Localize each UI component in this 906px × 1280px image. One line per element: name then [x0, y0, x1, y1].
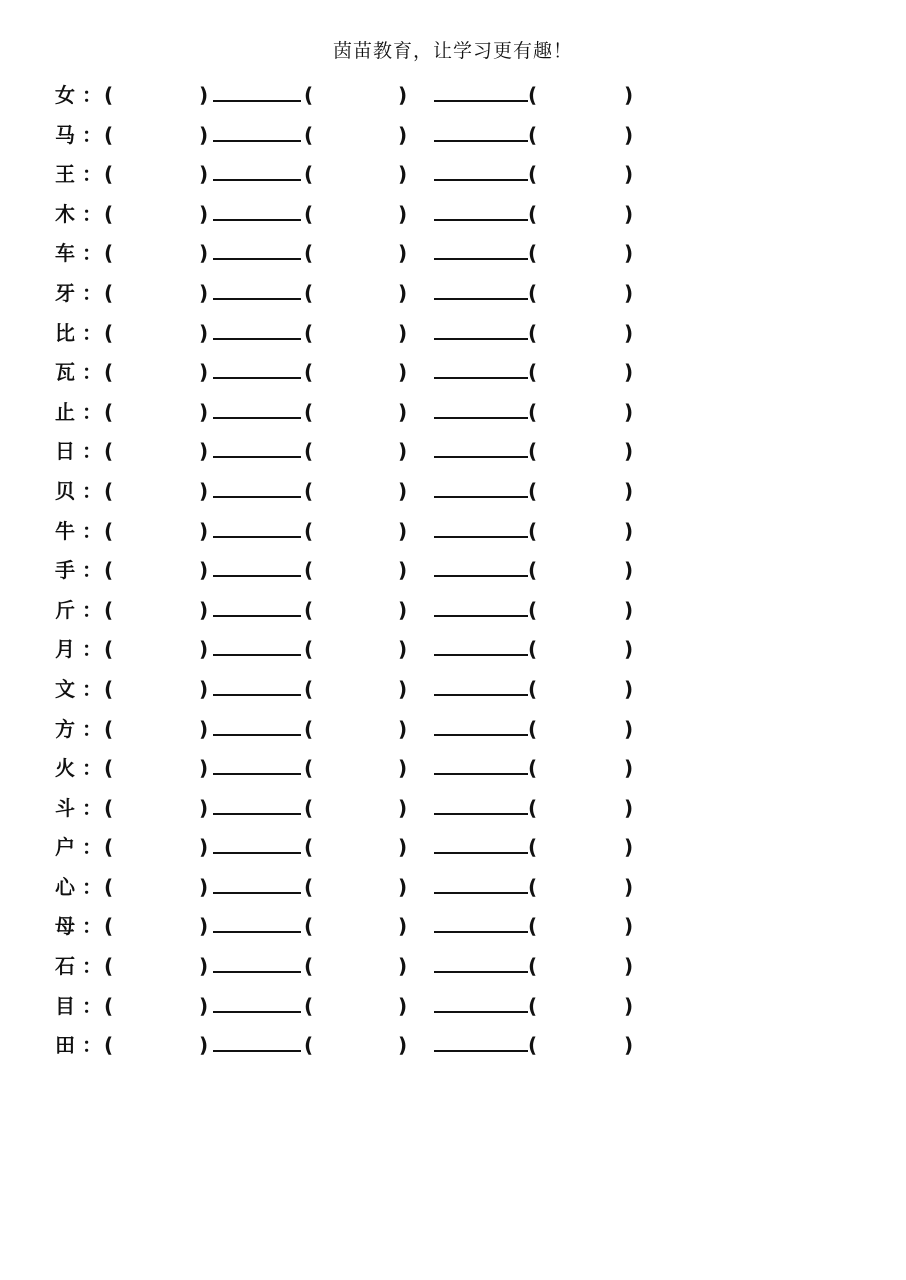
row-character: 牙	[55, 280, 75, 305]
row-character: 比	[55, 320, 75, 345]
blank-2-open-paren: (	[304, 914, 314, 939]
blank-3-close-paren: )	[624, 756, 634, 781]
blank-3-open-paren: (	[528, 320, 538, 345]
underline-blank-2	[434, 296, 528, 300]
blank-1-close-paren: )	[199, 122, 209, 147]
underline-blank-2	[434, 415, 528, 419]
underline-blank-2	[434, 454, 528, 458]
blank-2-open-paren: (	[304, 756, 314, 781]
blank-2-open-paren: (	[304, 241, 314, 266]
blank-1-open-paren: (	[104, 280, 114, 305]
blank-1-open-paren: (	[104, 914, 114, 939]
blank-3-open-paren: (	[528, 241, 538, 266]
worksheet-row	[0, 273, 906, 313]
blank-3-open-paren: (	[528, 201, 538, 226]
blank-1-open-paren: (	[104, 874, 114, 899]
blank-1-open-paren: (	[104, 993, 114, 1018]
blank-2-open-paren: (	[304, 716, 314, 741]
worksheet-row	[0, 233, 906, 273]
underline-blank-1	[213, 217, 301, 221]
row-colon: ：	[82, 399, 102, 424]
blank-3-open-paren: (	[528, 676, 538, 701]
blank-1-close-paren: )	[199, 954, 209, 979]
underline-blank-2	[434, 811, 528, 815]
underline-blank-2	[434, 652, 528, 656]
blank-3-close-paren: )	[624, 280, 634, 305]
blank-2-close-paren: )	[398, 201, 408, 226]
blank-1-open-paren: (	[104, 518, 114, 543]
row-colon: ：	[82, 637, 102, 662]
blank-3-close-paren: )	[624, 716, 634, 741]
blank-3-open-paren: (	[528, 954, 538, 979]
blank-3-open-paren: (	[528, 122, 538, 147]
blank-1-close-paren: )	[199, 518, 209, 543]
blank-3-close-paren: )	[624, 320, 634, 345]
blank-3-close-paren: )	[624, 637, 634, 662]
underline-blank-2	[434, 613, 528, 617]
blank-1-open-paren: (	[104, 637, 114, 662]
blank-3-open-paren: (	[528, 835, 538, 860]
row-character: 方	[55, 716, 75, 741]
blank-3-close-paren: )	[624, 439, 634, 464]
worksheet-row	[0, 75, 906, 115]
underline-blank-1	[213, 98, 301, 102]
underline-blank-2	[434, 771, 528, 775]
row-character: 斗	[55, 795, 75, 820]
row-character: 瓦	[55, 360, 75, 385]
blank-3-close-paren: )	[624, 954, 634, 979]
underline-blank-1	[213, 256, 301, 260]
blank-2-close-paren: )	[398, 518, 408, 543]
blank-2-close-paren: )	[398, 716, 408, 741]
blank-2-open-paren: (	[304, 280, 314, 305]
blank-2-open-paren: (	[304, 637, 314, 662]
blank-1-close-paren: )	[199, 676, 209, 701]
worksheet-row	[0, 154, 906, 194]
underline-blank-2	[434, 1048, 528, 1052]
underline-blank-1	[213, 375, 301, 379]
blank-3-open-paren: (	[528, 439, 538, 464]
row-character: 车	[55, 241, 75, 266]
worksheet-row	[0, 431, 906, 471]
underline-blank-1	[213, 732, 301, 736]
blank-3-open-paren: (	[528, 478, 538, 503]
row-character: 目	[55, 993, 75, 1018]
underline-blank-1	[213, 1048, 301, 1052]
blank-1-close-paren: )	[199, 1033, 209, 1058]
blank-3-open-paren: (	[528, 597, 538, 622]
blank-2-open-paren: (	[304, 478, 314, 503]
worksheet-row	[0, 1025, 906, 1065]
worksheet-row	[0, 194, 906, 234]
blank-1-close-paren: )	[199, 558, 209, 583]
row-character: 止	[55, 399, 75, 424]
row-colon: ：	[82, 993, 102, 1018]
worksheet-row	[0, 906, 906, 946]
blank-2-close-paren: )	[398, 676, 408, 701]
row-colon: ：	[82, 914, 102, 939]
worksheet-row	[0, 511, 906, 551]
blank-1-close-paren: )	[199, 795, 209, 820]
blank-2-open-paren: (	[304, 320, 314, 345]
blank-2-open-paren: (	[304, 597, 314, 622]
blank-2-open-paren: (	[304, 676, 314, 701]
blank-2-open-paren: (	[304, 162, 314, 187]
blank-3-close-paren: )	[624, 201, 634, 226]
blank-2-close-paren: )	[398, 993, 408, 1018]
blank-1-open-paren: (	[104, 439, 114, 464]
blank-1-close-paren: )	[199, 716, 209, 741]
underline-blank-1	[213, 771, 301, 775]
blank-3-open-paren: (	[528, 874, 538, 899]
blank-3-close-paren: )	[624, 360, 634, 385]
blank-3-close-paren: )	[624, 241, 634, 266]
underline-blank-1	[213, 534, 301, 538]
worksheet-row	[0, 471, 906, 511]
row-character: 牛	[55, 518, 75, 543]
row-character: 石	[55, 954, 75, 979]
row-character: 月	[55, 637, 75, 662]
blank-3-open-paren: (	[528, 399, 538, 424]
blank-1-close-paren: )	[199, 439, 209, 464]
blank-2-open-paren: (	[304, 1033, 314, 1058]
blank-2-open-paren: (	[304, 201, 314, 226]
blank-1-open-paren: (	[104, 756, 114, 781]
underline-blank-2	[434, 534, 528, 538]
row-colon: ：	[82, 954, 102, 979]
underline-blank-1	[213, 811, 301, 815]
row-colon: ：	[82, 795, 102, 820]
blank-2-open-paren: (	[304, 399, 314, 424]
row-colon: ：	[82, 835, 102, 860]
underline-blank-2	[434, 890, 528, 894]
row-colon: ：	[82, 478, 102, 503]
blank-1-close-paren: )	[199, 201, 209, 226]
blank-2-open-paren: (	[304, 954, 314, 979]
blank-1-open-paren: (	[104, 558, 114, 583]
row-character: 户	[55, 835, 75, 860]
row-character: 女	[55, 83, 75, 107]
blank-1-close-paren: )	[199, 993, 209, 1018]
blank-2-open-paren: (	[304, 795, 314, 820]
underline-blank-2	[434, 692, 528, 696]
underline-blank-1	[213, 652, 301, 656]
row-character: 母	[55, 914, 75, 939]
blank-2-close-paren: )	[398, 83, 408, 107]
row-colon: ：	[82, 676, 102, 701]
blank-1-open-paren: (	[104, 676, 114, 701]
row-character: 文	[55, 676, 75, 701]
blank-1-close-paren: )	[199, 241, 209, 266]
worksheet-row	[0, 115, 906, 155]
underline-blank-2	[434, 732, 528, 736]
worksheet-row	[0, 669, 906, 709]
underline-blank-2	[434, 336, 528, 340]
row-colon: ：	[82, 558, 102, 583]
worksheet-row	[0, 986, 906, 1026]
worksheet-rows	[0, 75, 906, 1065]
row-colon: ：	[82, 597, 102, 622]
row-colon: ：	[82, 83, 102, 107]
underline-blank-1	[213, 890, 301, 894]
row-colon: ：	[82, 756, 102, 781]
blank-1-open-paren: (	[104, 360, 114, 385]
row-colon: ：	[82, 122, 102, 147]
blank-2-open-paren: (	[304, 360, 314, 385]
underline-blank-1	[213, 929, 301, 933]
blank-3-close-paren: )	[624, 399, 634, 424]
blank-2-open-paren: (	[304, 439, 314, 464]
underline-blank-2	[434, 98, 528, 102]
blank-3-open-paren: (	[528, 993, 538, 1018]
blank-3-close-paren: )	[624, 518, 634, 543]
row-colon: ：	[82, 518, 102, 543]
row-character: 日	[55, 439, 75, 464]
blank-2-open-paren: (	[304, 518, 314, 543]
row-character: 田	[55, 1033, 75, 1058]
blank-2-close-paren: )	[398, 162, 408, 187]
blank-1-close-paren: )	[199, 83, 209, 107]
blank-3-open-paren: (	[528, 162, 538, 187]
underline-blank-1	[213, 415, 301, 419]
blank-2-close-paren: )	[398, 399, 408, 424]
blank-1-open-paren: (	[104, 478, 114, 503]
row-character: 手	[55, 558, 75, 583]
underline-blank-2	[434, 1009, 528, 1013]
blank-1-open-paren: (	[104, 241, 114, 266]
blank-3-close-paren: )	[624, 874, 634, 899]
blank-3-close-paren: )	[624, 835, 634, 860]
blank-2-open-paren: (	[304, 835, 314, 860]
blank-3-open-paren: (	[528, 914, 538, 939]
worksheet-row	[0, 352, 906, 392]
blank-2-close-paren: )	[398, 637, 408, 662]
blank-2-close-paren: )	[398, 320, 408, 345]
worksheet-row	[0, 590, 906, 630]
underline-blank-2	[434, 256, 528, 260]
underline-blank-1	[213, 138, 301, 142]
underline-blank-1	[213, 336, 301, 340]
blank-2-close-paren: )	[398, 914, 408, 939]
blank-2-close-paren: )	[398, 478, 408, 503]
blank-1-open-paren: (	[104, 795, 114, 820]
blank-2-open-paren: (	[304, 874, 314, 899]
blank-3-close-paren: )	[624, 478, 634, 503]
blank-2-close-paren: )	[398, 874, 408, 899]
row-character: 马	[55, 122, 75, 147]
worksheet-row	[0, 392, 906, 432]
row-character: 斤	[55, 597, 75, 622]
row-colon: ：	[82, 716, 102, 741]
worksheet-row	[0, 550, 906, 590]
underline-blank-2	[434, 573, 528, 577]
blank-1-close-paren: )	[199, 360, 209, 385]
blank-2-close-paren: )	[398, 795, 408, 820]
blank-3-close-paren: )	[624, 597, 634, 622]
blank-1-close-paren: )	[199, 280, 209, 305]
worksheet-row	[0, 748, 906, 788]
underline-blank-1	[213, 494, 301, 498]
blank-3-open-paren: (	[528, 795, 538, 820]
underline-blank-2	[434, 969, 528, 973]
blank-3-close-paren: )	[624, 162, 634, 187]
row-colon: ：	[82, 439, 102, 464]
blank-1-close-paren: )	[199, 637, 209, 662]
blank-1-open-paren: (	[104, 83, 114, 107]
blank-1-close-paren: )	[199, 914, 209, 939]
blank-1-open-paren: (	[104, 954, 114, 979]
blank-1-close-paren: )	[199, 399, 209, 424]
page-title: 茵苗教育，让学习更有趣！	[332, 40, 573, 62]
blank-2-open-paren: (	[304, 83, 314, 107]
row-colon: ：	[82, 1033, 102, 1058]
worksheet-row	[0, 709, 906, 749]
blank-3-open-paren: (	[528, 518, 538, 543]
row-colon: ：	[82, 874, 102, 899]
blank-1-open-paren: (	[104, 162, 114, 187]
blank-2-close-paren: )	[398, 439, 408, 464]
blank-2-close-paren: )	[398, 835, 408, 860]
blank-1-open-paren: (	[104, 716, 114, 741]
underline-blank-2	[434, 375, 528, 379]
blank-2-close-paren: )	[398, 280, 408, 305]
blank-3-open-paren: (	[528, 360, 538, 385]
underline-blank-1	[213, 613, 301, 617]
blank-2-open-paren: (	[304, 122, 314, 147]
blank-3-open-paren: (	[528, 558, 538, 583]
row-colon: ：	[82, 201, 102, 226]
worksheet-row	[0, 629, 906, 669]
underline-blank-1	[213, 1009, 301, 1013]
underline-blank-1	[213, 850, 301, 854]
blank-1-close-paren: )	[199, 320, 209, 345]
underline-blank-2	[434, 850, 528, 854]
blank-2-open-paren: (	[304, 993, 314, 1018]
blank-1-close-paren: )	[199, 478, 209, 503]
row-character: 火	[55, 756, 75, 781]
blank-2-close-paren: )	[398, 241, 408, 266]
underline-blank-1	[213, 454, 301, 458]
blank-1-open-paren: (	[104, 399, 114, 424]
blank-3-close-paren: )	[624, 1033, 634, 1058]
blank-2-close-paren: )	[398, 1033, 408, 1058]
underline-blank-1	[213, 969, 301, 973]
blank-3-open-paren: (	[528, 1033, 538, 1058]
row-colon: ：	[82, 241, 102, 266]
row-character: 木	[55, 201, 75, 226]
blank-3-close-paren: )	[624, 122, 634, 147]
worksheet-row	[0, 313, 906, 353]
underline-blank-1	[213, 177, 301, 181]
row-colon: ：	[82, 162, 102, 187]
blank-3-close-paren: )	[624, 993, 634, 1018]
blank-2-close-paren: )	[398, 954, 408, 979]
row-colon: ：	[82, 320, 102, 345]
underline-blank-1	[213, 296, 301, 300]
blank-3-close-paren: )	[624, 676, 634, 701]
blank-1-open-paren: (	[104, 597, 114, 622]
row-colon: ：	[82, 360, 102, 385]
blank-3-close-paren: )	[624, 558, 634, 583]
blank-2-close-paren: )	[398, 558, 408, 583]
blank-2-open-paren: (	[304, 558, 314, 583]
worksheet-row	[0, 788, 906, 828]
blank-1-open-paren: (	[104, 201, 114, 226]
blank-1-open-paren: (	[104, 320, 114, 345]
underline-blank-2	[434, 217, 528, 221]
blank-3-close-paren: )	[624, 914, 634, 939]
blank-3-open-paren: (	[528, 280, 538, 305]
underline-blank-1	[213, 573, 301, 577]
row-character: 贝	[55, 478, 75, 503]
blank-2-close-paren: )	[398, 122, 408, 147]
underline-blank-1	[213, 692, 301, 696]
worksheet-row	[0, 946, 906, 986]
blank-3-close-paren: )	[624, 83, 634, 107]
underline-blank-2	[434, 929, 528, 933]
blank-3-open-paren: (	[528, 637, 538, 662]
row-colon: ：	[82, 280, 102, 305]
blank-2-close-paren: )	[398, 597, 408, 622]
worksheet-row	[0, 827, 906, 867]
blank-3-open-paren: (	[528, 716, 538, 741]
underline-blank-2	[434, 494, 528, 498]
blank-3-open-paren: (	[528, 756, 538, 781]
blank-1-close-paren: )	[199, 835, 209, 860]
blank-1-open-paren: (	[104, 835, 114, 860]
blank-1-open-paren: (	[104, 1033, 114, 1058]
underline-blank-2	[434, 177, 528, 181]
blank-2-close-paren: )	[398, 756, 408, 781]
underline-blank-2	[434, 138, 528, 142]
blank-3-close-paren: )	[624, 795, 634, 820]
blank-3-open-paren: (	[528, 83, 538, 107]
blank-1-close-paren: )	[199, 756, 209, 781]
worksheet-row	[0, 867, 906, 907]
blank-1-close-paren: )	[199, 874, 209, 899]
blank-1-open-paren: (	[104, 122, 114, 147]
blank-1-close-paren: )	[199, 162, 209, 187]
blank-1-close-paren: )	[199, 597, 209, 622]
row-character: 王	[55, 162, 75, 187]
blank-2-close-paren: )	[398, 360, 408, 385]
row-character: 心	[55, 874, 75, 899]
